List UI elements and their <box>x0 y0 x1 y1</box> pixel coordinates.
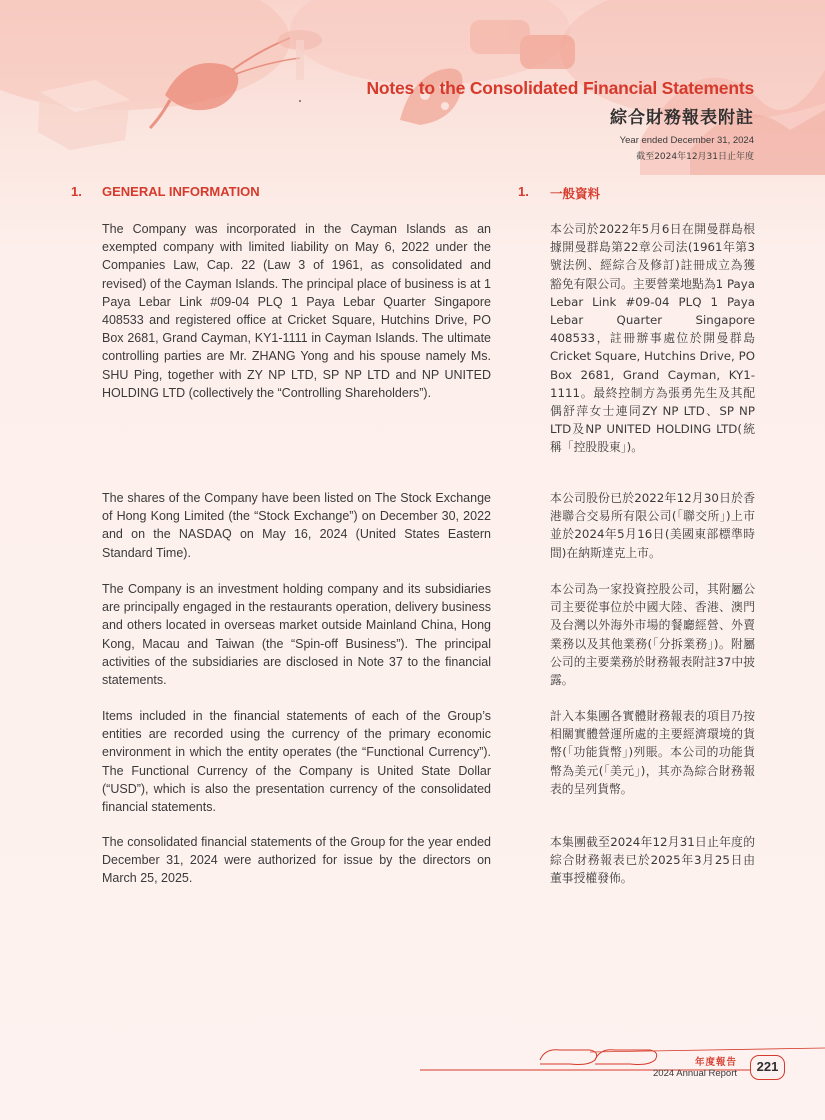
paragraph-authorization-chinese: 本集團截至2024年12月31日止年度的綜合財務報表已於2025年3月25日由董事授權發佈。 <box>550 835 755 886</box>
paragraph-authorization: The consolidated financial statements of the Group for the year ended December 31, 2024 were authorized for issue by the directors on March 25, 2025. <box>102 835 491 886</box>
period-label-chinese: 截至2024年12月31日止年度 <box>636 152 754 162</box>
footer-report-label: 2024 Annual Report <box>653 1068 737 1079</box>
paragraph-business: The Company is an investment holding company and its subsidiaries are principally engaged in the restaurants operation, delivery business and others located in overseas market outside Mainland China, Hong Kong, Macau and Taiwan (the “Spin-off Business”). The principal activities of the subsidiaries are disclosed in Note 37 to the financial statements. <box>102 582 491 688</box>
paragraph-incorporation-chinese: 本公司於2022年5月6日在開曼群島根據開曼群島第22章公司法(1961年第3號法例、經綜合及修訂)註冊成立為獲豁免有限公司。主要營業地點為1 Paya Lebar Link #09-04 PLQ 1 Paya Lebar Quarter Singapore 408533，註冊辦事處位於開曼群島Cricket Square, Hutchins Drive, PO Box 2681, Grand Cayman, KY1-1111。最終控制方為張勇先生及其配偶舒萍女士連同ZY NP LTD、SP NP LTD及NP UNITED HOLDING LTD(統稱「控股股東」)。 <box>550 222 755 455</box>
section-number: 1. <box>71 184 82 199</box>
paragraph-listing: The shares of the Company have been listed on The Stock Exchange of Hong Kong Limited (the “Stock Exchange”) on December 30, 2022 and on the NASDAQ on May 16, 2024 (United States Eastern Standard Time). <box>102 491 491 560</box>
period-label: Year ended December 31, 2024 <box>619 135 754 146</box>
page-number: 221 <box>750 1055 785 1080</box>
paragraph-listing-chinese: 本公司股份已於2022年12月30日於香港聯合交易所有限公司(「聯交所」)上市並於2024年5月16日(美國東部標準時間)在納斯達克上市。 <box>550 491 755 560</box>
header-title-block <box>366 78 754 162</box>
paragraph-currency-chinese: 計入本集團各實體財務報表的項目乃按相關實體營運所處的主要經濟環境的貨幣(「功能貨幣」)列賬。本公司的功能貨幣為美元(「美元」)，其亦為綜合財務報表的呈列貨幣。 <box>550 709 755 796</box>
paragraph-currency: Items included in the financial statements of each of the Group’s entities are recorded using the currency of the primary economic environment in which the entity operates (the “Functional Currency”). The Functional Currency of the Company is United State Dollar (“USD”), which is also the presentation currency of the consolidated financial statements. <box>102 709 491 815</box>
paragraph-business-chinese: 本公司為一家投資控股公司，其附屬公司主要從事位於中國大陸、香港、澳門及台灣以外海外市場的餐廳經營、外賣業務以及其他業務(「分拆業務」)。附屬公司的主要業務於財務報表附註37中披露。 <box>550 582 755 688</box>
decor-dot <box>299 100 301 102</box>
wave-icon <box>540 1050 597 1065</box>
section-title: GENERAL INFORMATION <box>102 184 260 199</box>
paragraph-incorporation: The Company was incorporated in the Cayman Islands as an exempted company with limited liability on May 6, 2022 under the Companies Law, Cap. 22 (Law 3 of 1961, as consolidated and revised) of the Cayman Islands. The principal place of business is at 1 Paya Lebar Link #09-04 PLQ 1 Paya Lebar Quarter Singapore 408533 and registered office at Cricket Square, Hutchins Drive, PO Box 2681, Grand Cayman, KY1-1111 in Cayman Islands. The ultimate controlling parties are Mr. ZHANG Yong and his spouse namely Ms. SHU Ping, together with ZY NP LTD, SP NP LTD and NP UNITED HOLDING LTD (collectively the “Controlling Shareholders”). <box>102 222 491 400</box>
page-title: Notes to the Consolidated Financial Statements <box>366 78 754 98</box>
page-title-chinese: 綜合財務報表附註 <box>610 108 754 128</box>
footer-report-label-chinese: 年度報告 <box>694 1057 737 1068</box>
section-title-chinese: 一般資料 <box>550 186 601 201</box>
section-number-chinese: 1. <box>518 184 529 199</box>
